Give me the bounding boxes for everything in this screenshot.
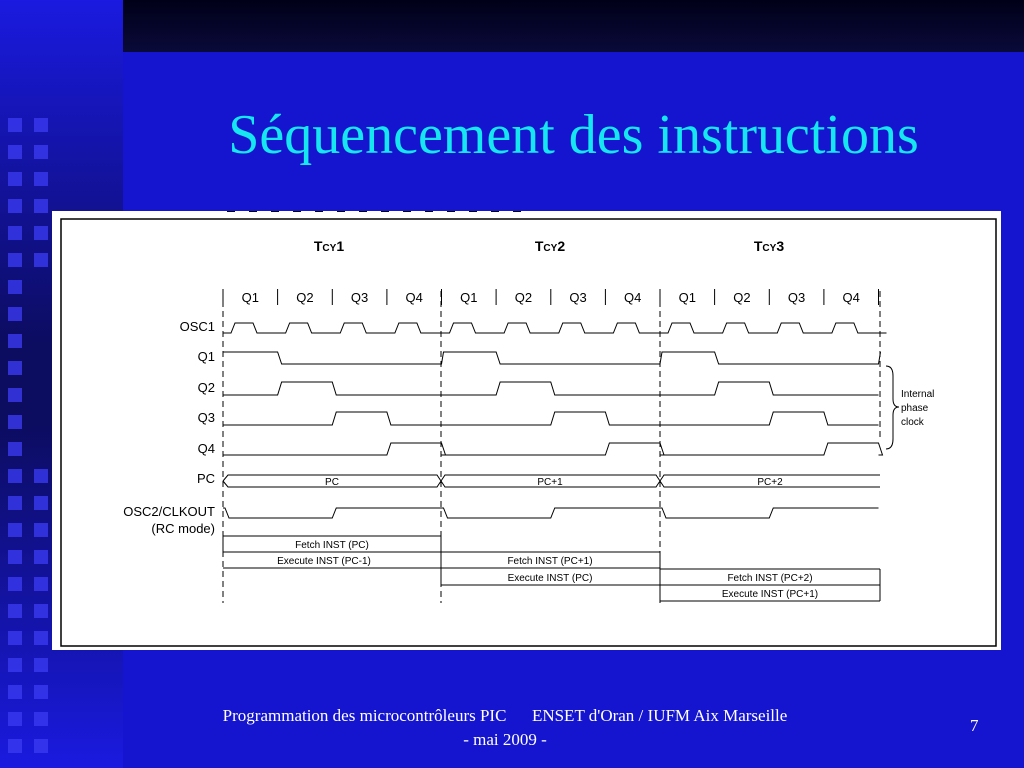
decor-square bbox=[34, 604, 48, 618]
decor-square bbox=[34, 145, 48, 159]
signal-label-osc1: OSC1 bbox=[179, 319, 215, 334]
signal-label-rc-mode: (RC mode) bbox=[151, 521, 215, 536]
brace-label-2: phase bbox=[901, 403, 929, 414]
phase-label: Q2 bbox=[296, 290, 314, 305]
pc-value-3: PC+2 bbox=[757, 477, 783, 488]
signal-label-q3: Q3 bbox=[197, 410, 215, 425]
pc-value-1: PC bbox=[325, 477, 339, 488]
phase-label: Q4 bbox=[624, 290, 642, 305]
wave-q2 bbox=[223, 382, 879, 395]
phase-clock-brace bbox=[886, 366, 899, 449]
pipeline-execute-pc1: Execute INST (PC+1) bbox=[721, 589, 819, 600]
decor-square bbox=[34, 658, 48, 672]
decor-square bbox=[8, 631, 22, 645]
decor-square bbox=[8, 172, 22, 186]
timing-diagram-panel bbox=[52, 211, 1001, 650]
wave-q1 bbox=[223, 352, 881, 364]
decor-square bbox=[34, 577, 48, 591]
phase-label: Q1 bbox=[678, 290, 696, 305]
wave-osc2-clkout bbox=[223, 508, 879, 518]
pipeline-fetch-pc: Fetch INST (PC) bbox=[295, 540, 369, 551]
decor-square bbox=[34, 226, 48, 240]
decor-square bbox=[8, 253, 22, 267]
phase-label: Q1 bbox=[460, 290, 478, 305]
decor-square bbox=[34, 172, 48, 186]
decor-square bbox=[34, 469, 48, 483]
signal-label-q2: Q2 bbox=[197, 380, 215, 395]
decor-square bbox=[34, 739, 48, 753]
pipeline-fetch-pc1: Fetch INST (PC+1) bbox=[507, 556, 593, 567]
decor-square bbox=[8, 280, 22, 294]
decor-square bbox=[8, 226, 22, 240]
decor-square bbox=[8, 307, 22, 321]
signal-label-osc2: OSC2/CLKOUT bbox=[123, 504, 215, 519]
signal-label-q4: Q4 bbox=[197, 441, 215, 456]
phase-label: Q3 bbox=[569, 290, 587, 305]
phase-label: Q2 bbox=[514, 290, 533, 305]
decor-square bbox=[34, 550, 48, 564]
decor-square bbox=[34, 118, 48, 132]
decor-square bbox=[34, 199, 48, 213]
pipeline-execute-pc: Execute INST (PC) bbox=[507, 573, 593, 584]
slide-title: Séquencement des instructions bbox=[228, 104, 919, 166]
phase-label: Q4 bbox=[842, 290, 860, 305]
decor-square bbox=[8, 604, 22, 618]
decor-square bbox=[8, 685, 22, 699]
decor-square bbox=[8, 361, 22, 375]
decor-square bbox=[8, 739, 22, 753]
decor-square bbox=[8, 658, 22, 672]
decor-square bbox=[8, 145, 22, 159]
decor-square bbox=[8, 712, 22, 726]
signal-label-q1: Q1 bbox=[197, 349, 215, 364]
brace-label-1: Internal bbox=[901, 389, 935, 400]
decor-square bbox=[8, 577, 22, 591]
timing-diagram bbox=[52, 211, 1001, 650]
decor-square bbox=[8, 388, 22, 402]
decor-square bbox=[8, 415, 22, 429]
cycle-label-3: TCY3 bbox=[753, 238, 785, 254]
decor-square bbox=[8, 523, 22, 537]
wave-q4 bbox=[223, 443, 883, 455]
cycle-label-2: TCY2 bbox=[534, 238, 566, 254]
pipeline-execute-pc-1: Execute INST (PC-1) bbox=[277, 556, 371, 567]
decor-square bbox=[8, 442, 22, 456]
brace-label-3: clock bbox=[901, 417, 924, 428]
phase-label: Q4 bbox=[405, 290, 423, 305]
phase-label: Q2 bbox=[733, 290, 751, 305]
footer-institution: ENSET d'Oran / IUFM Aix Marseille bbox=[531, 706, 788, 725]
decor-square bbox=[8, 550, 22, 564]
wave-osc1 bbox=[223, 323, 887, 333]
decor-square bbox=[8, 496, 22, 510]
decor-square bbox=[34, 685, 48, 699]
footer-date: - mai 2009 - bbox=[463, 730, 547, 749]
wave-q3 bbox=[223, 412, 879, 425]
footer-course: Programmation des microcontrôleurs PIC bbox=[222, 706, 507, 725]
slide-footer bbox=[150, 704, 860, 752]
decor-square bbox=[34, 253, 48, 267]
decor-square bbox=[8, 118, 22, 132]
decor-square bbox=[34, 523, 48, 537]
decor-square bbox=[8, 199, 22, 213]
page-number: 7 bbox=[970, 716, 979, 735]
decor-square bbox=[8, 469, 22, 483]
pipeline-fetch-pc2: Fetch INST (PC+2) bbox=[727, 573, 813, 584]
cycle-label-1: TCY1 bbox=[313, 238, 345, 254]
phase-label: Q3 bbox=[350, 290, 369, 305]
signal-label-pc: PC bbox=[196, 471, 215, 486]
decor-square bbox=[34, 496, 48, 510]
phase-label: Q3 bbox=[787, 290, 806, 305]
phase-label: Q1 bbox=[241, 290, 259, 305]
decor-square bbox=[8, 334, 22, 348]
decor-square bbox=[34, 631, 48, 645]
pc-value-2: PC+1 bbox=[537, 477, 563, 488]
decor-square bbox=[34, 712, 48, 726]
